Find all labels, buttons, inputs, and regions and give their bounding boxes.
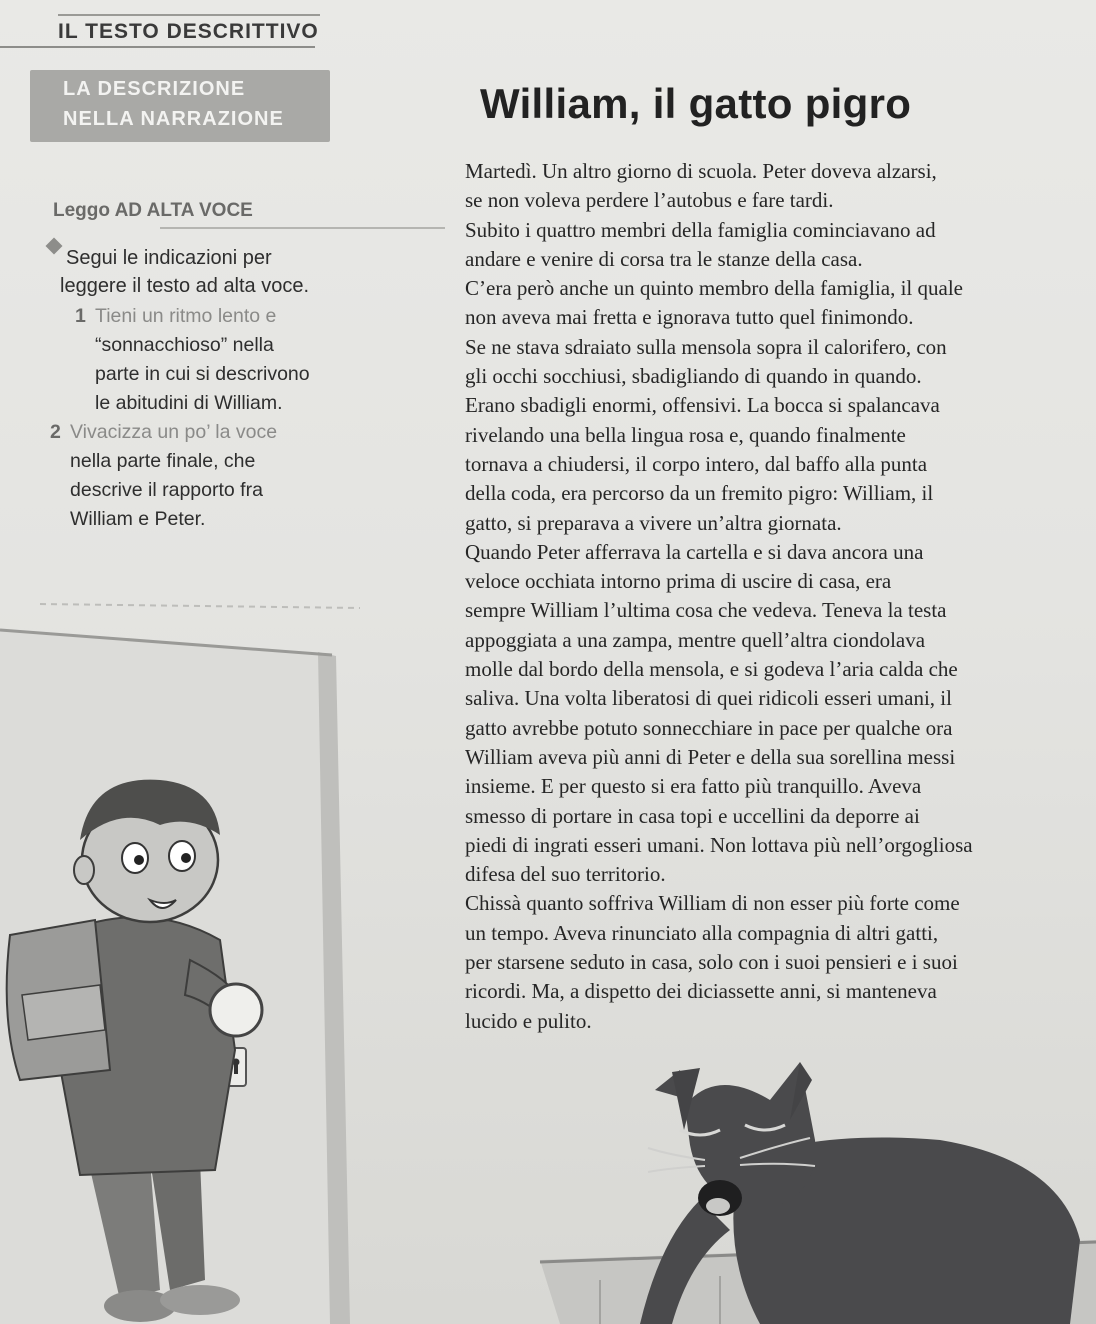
instructions-intro bbox=[60, 244, 396, 300]
instruction-line: Vivacizza un po’ la voce bbox=[70, 421, 278, 443]
story-line: piedi di ingrati esseri umani. Non lottava più nell’orgogliosa bbox=[465, 832, 973, 857]
story-line: ricordi. Ma, a dispetto dei diciassette anni, si manteneva bbox=[465, 979, 937, 1004]
badge-line-2: NELLA NARRAZIONE bbox=[63, 108, 284, 130]
story-line: C’era però anche un quinto membro della famiglia, il quale bbox=[465, 276, 963, 301]
instruction-line: le abitudini di William. bbox=[95, 392, 283, 414]
story-line: gatto avrebbe potuto sonnecchiare in pace per qualche ora bbox=[465, 715, 953, 740]
story-line: insieme. E per questo si era fatto più tranquillo. Aveva bbox=[465, 774, 922, 799]
story-line: molle dal bordo della mensola, e si godeva l’aria calda che bbox=[465, 657, 958, 682]
section-top-rule bbox=[58, 14, 320, 16]
story-line: William aveva più anni di Peter e della sua sorellina messi bbox=[465, 744, 956, 769]
story-paragraph-1 bbox=[465, 157, 1095, 538]
read-aloud-bold: AD ALTA VOCE bbox=[114, 200, 253, 221]
story-line: gatto, si preparava a vivere un’altra giornata. bbox=[465, 510, 842, 535]
instruction-line: descrive il rapporto fra bbox=[70, 479, 263, 501]
story-line: della coda, era percorso da un fremito pigro: William, il bbox=[465, 481, 934, 506]
story-line: Se ne stava sdraiato sulla mensola sopra il calorifero, con bbox=[465, 334, 947, 359]
instruction-line: Tieni un ritmo lento e bbox=[95, 305, 277, 327]
story-paragraph-3 bbox=[465, 889, 1095, 1035]
section-title: IL TESTO DESCRITTIVO bbox=[58, 20, 319, 43]
story-line: appoggiata a una zampa, mentre quell’altra ciondolava bbox=[465, 627, 926, 652]
story-title: William, il gatto pigro bbox=[480, 80, 912, 127]
instruction-item-2 bbox=[50, 418, 435, 534]
story-line: se non voleva perdere l’autobus e fare tardi. bbox=[465, 188, 834, 213]
story-line: saliva. Una volta liberatosi di quei ridicoli esseri umani, il bbox=[465, 686, 952, 711]
intro-line-2: leggere il testo ad alta voce. bbox=[60, 275, 310, 297]
story-line: lucido e pulito. bbox=[465, 1008, 592, 1033]
intro-line-1: Segui le indicazioni per bbox=[66, 247, 272, 269]
read-aloud-heading bbox=[53, 200, 253, 222]
story-line: Erano sbadigli enormi, offensivi. La bocca si spalancava bbox=[465, 393, 940, 418]
story-line: tornava a chiudersi, il corpo intero, dal baffo alla punta bbox=[465, 451, 928, 476]
instruction-line: “sonnacchioso” nella bbox=[95, 334, 274, 356]
instructions-list bbox=[50, 302, 435, 534]
badge-line-1: LA DESCRIZIONE bbox=[63, 78, 246, 100]
instruction-number: 1 bbox=[75, 305, 86, 327]
instruction-number: 2 bbox=[50, 421, 61, 443]
read-aloud-prefix: Leggo bbox=[53, 200, 115, 221]
story-line: non aveva mai fretta e ignorava tutto quel finimondo. bbox=[465, 305, 914, 330]
story-line: Chissà quanto soffriva William di non esser più forte come bbox=[465, 891, 960, 916]
section-badge bbox=[30, 70, 330, 142]
story-line: Martedì. Un altro giorno di scuola. Peter doveva alzarsi, bbox=[465, 159, 937, 183]
read-aloud-rule bbox=[160, 227, 445, 229]
section-underline bbox=[0, 46, 315, 48]
story-line: per starsene seduto in casa, solo con i suoi pensieri e i suoi bbox=[465, 950, 958, 975]
instruction-item-1 bbox=[75, 302, 435, 418]
story-line: andare e venire di corsa tra le stanze della casa. bbox=[465, 246, 863, 271]
story-line: Quando Peter afferrava la cartella e si dava ancora una bbox=[465, 539, 924, 564]
instruction-line: parte in cui si descrivono bbox=[95, 363, 310, 385]
story-line: sempre William l’ultima cosa che vedeva. Teneva la testa bbox=[465, 598, 947, 623]
story-line: un tempo. Aveva rinunciato alla compagnia di altri gatti, bbox=[465, 920, 939, 945]
instruction-line: William e Peter. bbox=[70, 508, 206, 530]
story-paragraph-2 bbox=[465, 538, 1095, 890]
diamond-bullet-icon bbox=[46, 238, 63, 255]
story-line: veloce occhiata intorno prima di uscire di casa, era bbox=[465, 569, 892, 594]
story-line: rivelando una bella lingua rosa e, quando finalmente bbox=[465, 422, 906, 447]
instruction-line: nella parte finale, che bbox=[70, 450, 256, 472]
story-line: gli occhi socchiusi, sbadigliando di quando in quando. bbox=[465, 364, 922, 389]
story-line: smesso di portare in casa topi e uccellini da deporre ai bbox=[465, 803, 920, 828]
story-line: difesa del suo territorio. bbox=[465, 862, 666, 887]
story-text bbox=[465, 157, 1095, 1036]
story-line: Subito i quattro membri della famiglia cominciavano ad bbox=[465, 217, 936, 242]
